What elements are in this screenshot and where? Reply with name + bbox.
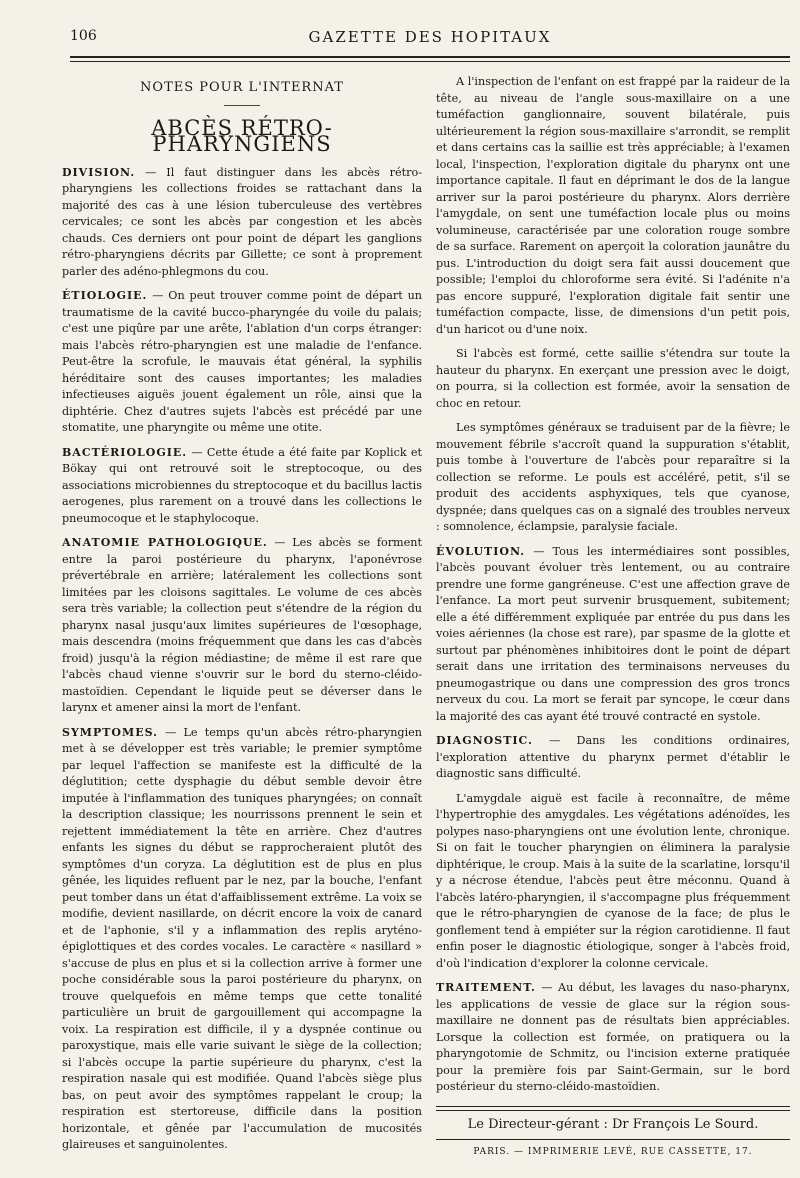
left-paragraphs	[62, 165, 422, 1154]
section-heading: SYMPTOMES.	[62, 725, 158, 739]
section-heading: DIVISION.	[62, 165, 136, 179]
paragraph-text: — Le temps qu'un abcès rétro-pharyngien met à se développer est très variable; le premier symptôme par lequel l'affection se manifeste est la difficulté de la déglutition; cette dysphagie du début semble devoir être imputée à l'inflammation des tuniques pharyngées; on connaît la description classique; les nourrissons prennent le sein et rejettent immédiatement la tête en arrière. Chez d'autres enfants les signes du début se rapprocheraient plutôt des symptômes d'un coryza. La déglutition est de plus en plus gênée, les liquides refluent par le nez, par la bouche, l'enfant peut tomber dans un état d'affaiblissement extrême. La voix se modifie, devient nasillarde, on décrit encore la voix de canard et de l'aphonie, s'il y a inflammation des replis aryténo-épiglottiques et des cordes vocales. Le caractère « nasillard » s'accuse de plus en plus et si la collection arrive à former une poche considérable sous la paroi postérieure du pharynx, on trouve quelquefois en même temps que cette tonalité particulière un bruit de gargouillement qui accompagne la voix. La respiration est difficile, il y a dyspnée continue ou paroxystique, mais elle varie suivant le siège de la collection; si l'abcès occupe la partie supérieure du pharynx, c'est la respiration nasale qui est modifiée. Quand l'abcès siège plus bas, on peut avoir des symptômes rappelant le croup; la respiration est stertoreuse, difficile dans la position horizontale, et gênée par l'accumulation de mucosités glaireuses et sanguinolentes.	[62, 725, 422, 1151]
section-heading: ANATOMIE PATHOLOGIQUE.	[62, 536, 268, 549]
header-rule-top	[70, 56, 790, 58]
paragraph-text: — On peut trouver comme point de départ un traumatisme de la cavité bucco-pharyngée du voile du palais; c'est une piqûre par une arête, l'ablation d'un corps étranger: mais l'abcès rétro-pharyngien est une maladie de l'enfance. Peut-être la scrofule, le mauvais état général, la syphilis héréditaire sont des causes importantes; les maladies infectieuses aiguës jouent également un rôle, ainsi que la diphtérie. Chez d'autres sujets l'abcès est précédé par une stomatite, une pharyngite ou même une otite.	[62, 289, 422, 434]
header-rule-bottom	[70, 61, 790, 62]
paragraph-text: A l'inspection de l'enfant on est frappé par la raideur de la tête, au niveau de l'angle sous-maxillaire on a une tuméfaction ganglionnaire, souvent bilatérale, puis ultérieurement la région sous-maxillaire s'arrondit, se remplit et dans certains cas la saillie est très appréciable; à l'examen local, l'inspection, l'exploration digitale du pharynx ont une importance capitale. Il faut en déprimant le dos de la langue arriver sur la paroi postérieure du pharynx. Alors derrière l'amygdale, on sent une tuméfaction locale plus ou moins volumineuse, caractérisée par une coloration rouge sombre de sa surface. Rarement on aperçoit la coloration jaunâtre du pus. L'introduction du doigt sera fait aussi doucement que possible; l'emploi du chloroforme sera évité. Si l'adénite n'a pas encore suppuré, l'exploration digitale fait sentir une tuméfaction compacte, lisse, de dimensions d'un petit pois, d'un haricot ou d'une noix.	[436, 75, 790, 336]
printer-line: PARIS. — IMPRIMERIE LEVÉ, RUE CASSETTE, 17.	[473, 1147, 753, 1157]
paragraph	[436, 420, 790, 536]
director-line: Le Directeur-gérant : Dr François Le Sourd.	[467, 1116, 759, 1132]
article-kicker: NOTES POUR L'INTERNAT	[140, 80, 344, 95]
paragraph	[62, 165, 422, 281]
footer	[436, 1106, 790, 1161]
paragraph	[62, 445, 422, 528]
paragraph	[436, 544, 790, 726]
left-column	[62, 74, 422, 1162]
paragraph-text: Si l'abcès est formé, cette saillie s'étendra sur toute la hauteur du pharynx. En exerçant une pression avec le doigt, on pourra, si la collection est formée, avoir la sensation de choc en retour.	[436, 347, 790, 410]
paragraph-text: — Cette étude a été faite par Koplick et Bökay qui ont retrouvé soit le streptocoque, ou des associations microbiennes du streptocoque et du bacillus lactis aerogenes, plus rarement on a trouvé dans les collections le pneumocoque et le staphylocoque.	[62, 445, 422, 525]
paragraph	[436, 733, 790, 783]
paragraph-text: L'amygdale aiguë est facile à reconnaître, de même l'hypertrophie des amygdales. Les végétations adénoïdes, les polypes naso-pharyngiens ont une évolution lente, chronique. Si on fait le toucher pharyngien on éliminera la paralysie diphtérique, le croup. Mais à la suite de la scarlatine, lorsqu'il y a nécrose étendue, l'abcès peut être méconnu. Quand à l'abcès latéro-pharyngien, il s'accompagne plus fréquemment que le rétro-pharyngien de cyanose de la face; de plus le gonflement tend à empiéter sur la région carotidienne. Il faut enfin poser le diagnostic étiologique, songer à l'abcès froid, d'où l'indication d'explorer la colonne cervicale.	[436, 791, 790, 970]
paragraph-text: — Dans les conditions ordinaires, l'exploration attentive du pharynx permet d'établir le diagnostic sans difficulté.	[436, 734, 790, 780]
paragraph	[436, 980, 790, 1096]
paragraph	[436, 346, 790, 412]
footer-rule	[436, 1139, 790, 1140]
paragraph	[436, 74, 790, 338]
page-number: 106	[70, 28, 97, 44]
paragraph-text: — Au début, les lavages du naso-pharynx, les applications de vessie de glace sur la région sous-maxillaire ne donnent pas de résultats bien appréciables. Lorsque la collection est formée, on pratiquera ou la pharyngotomie de Schmitz, ou l'incision externe pratiquée pour la première fois par Saint-Germain, sur le bord postérieur du sterno-cléido-mastoïdien.	[436, 981, 790, 1093]
kicker-divider	[224, 105, 260, 106]
page-header	[70, 28, 790, 52]
paragraph	[436, 791, 790, 973]
paragraph	[62, 535, 422, 717]
right-column	[436, 74, 790, 1161]
paragraph-text: — Tous les intermédiaires sont possibles, l'abcès pouvant évoluer très lentement, ou au contraire prendre une forme gangréneuse. C'est une affection grave de l'enfance. La mort peut survenir brusquement, subitement; elle a été différemment expliquée par entrée du pus dans les voies aériennes (la chose est rare), par spasme de la glotte et surtout par phénomènes inhibitoires dont le point de départ serait dans une irritation des terminaisons nerveuses du pneumogastrique ou dans une compression des gros troncs nerveux du cou. La mort se ferait par syncope, le cœur dans la majorité des cas ayant été trouvé contracté en systole.	[436, 544, 790, 723]
right-paragraphs	[436, 74, 790, 1096]
section-heading: ÉVOLUTION.	[436, 544, 526, 558]
paragraph-text: — Les abcès se forment entre la paroi postérieure du pharynx, l'aponévrose prévertébrale en arrière; latéralement les collections sont limitées par les cloisons sagittales. Le volume de ces abcès sera très variable; la collection peut s'étendre de la région du pharynx nasal jusqu'aux limites supérieures de l'œsophage, mais descendra (moins fréquemment que dans les cas d'abcès froid) jusqu'à la région médiastine; de même il est rare que l'abcès chaud vienne s'ouvrir sur le bord du sterno-cléido-mastoïdien. Cependant le liquide peut se déverser dans le larynx et amener ainsi la mort de l'enfant.	[62, 536, 422, 714]
article-title: ABCÈS RÉTRO-PHARYNGIENS	[151, 115, 333, 156]
paragraph	[62, 725, 422, 1154]
footer-double-rule	[436, 1106, 790, 1111]
section-heading: TRAITEMENT.	[436, 981, 536, 994]
section-heading: DIAGNOSTIC.	[436, 734, 533, 747]
journal-title: GAZETTE DES HOPITAUX	[308, 28, 552, 46]
paragraph-text: Les symptômes généraux se traduisent par de la fièvre; le mouvement fébrile s'accroît quand la suppuration s'établit, puis tombe à l'ouverture de l'abcès pour reparaître si la collection se reforme. Le pouls est accéléré, petit, s'il se produit des accidents asphyxiques, tels que cyanose, dyspnée; dans quelques cas on a signalé des troubles nerveux : somnolence, éclampsie, paralysie faciale.	[436, 421, 790, 533]
paragraph	[62, 288, 422, 437]
paragraph-text: — Il faut distinguer dans les abcès rétro-pharyngiens les collections froides se rattachant dans la majorité des cas à une lésion tuberculeuse des vertèbres cervicales; ce sont les abcès par congestion et les abcès chauds. Ces derniers ont pour point de départ les ganglions rétro-pharyngiens décrits par Gillette; ce sont à proprement parler des adéno-phlegmons du cou.	[62, 165, 422, 278]
section-heading: BACTÉRIOLOGIE.	[62, 445, 188, 459]
section-heading: ÉTIOLOGIE.	[62, 289, 148, 302]
